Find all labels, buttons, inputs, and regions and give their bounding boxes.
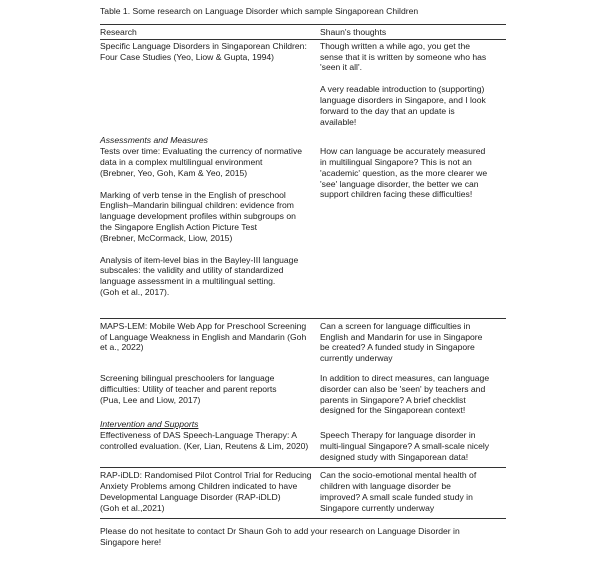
research-cell — [100, 146, 320, 298]
research-line: (Pua, Lee and Liow, 2017) — [100, 394, 201, 405]
thoughts-line: multi-lingual Singapore? A small-scale nicely — [320, 440, 490, 451]
research-line: Specific Language Disorders in Singaporean Children: — [100, 40, 307, 51]
research-line: (Brebner, Yeo, Goh, Kam & Yeo, 2015) — [100, 167, 248, 178]
thoughts-line: 'see' language disorder, the better we can — [320, 178, 479, 189]
footer-line: Please do not hesitate to contact Dr Shaun Goh to add your research on Language Disorder in — [100, 526, 460, 537]
thoughts-line: designed study with Singaporean data! — [320, 451, 469, 462]
research-line: Screening bilingual preschoolers for language — [100, 372, 275, 383]
thoughts-line: currently underway — [320, 353, 393, 364]
thoughts-line: 'academic' question, as the more clearer we — [320, 167, 488, 178]
research-line: language development profiles within subgroups on — [100, 211, 296, 222]
research-line: data in a complex multilingual environment — [100, 156, 263, 167]
thoughts-line: 'seen it all'. — [320, 62, 362, 73]
thoughts-line: children with language disorder be — [320, 481, 451, 492]
research-line: RAP-iDLD: Randomised Pilot Control Trial for Reducing — [100, 470, 312, 481]
thoughts-line: available! — [320, 116, 357, 127]
thoughts-line: parents in Singapore? A brief checklist — [320, 394, 466, 405]
thoughts-line: English and Mandarin for use in Singapore — [320, 331, 483, 342]
research-line: the Singapore English Action Picture Test — [100, 221, 258, 232]
research-line: et a., 2022) — [100, 342, 144, 353]
research-line: controlled evaluation. (Ker, Lian, Reutens & Lim, 2020) — [100, 440, 309, 451]
research-line: Four Case Studies (Yeo, Liow & Gupta, 1994) — [100, 51, 275, 62]
thoughts-line: How can language be accurately measured — [320, 146, 486, 157]
research-line: Developmental Language Disorder (RAP-iDLD) — [100, 491, 281, 502]
research-line: Analysis of item-level bias in the Bayley-III language — [100, 254, 299, 265]
thoughts-line: designed for the Singaporean context! — [320, 405, 466, 416]
table-row — [100, 430, 506, 462]
table-row — [100, 40, 506, 128]
research-cell — [100, 470, 320, 513]
research-line: of Language Weakness in English and Mandarin (Goh — [100, 331, 307, 342]
research-line: Marking of verb tense in the English of preschool — [100, 189, 286, 200]
thoughts-line: sense that it is written by someone who has — [320, 51, 487, 62]
section-heading-assessments: Assessments and Measures — [100, 135, 208, 146]
thoughts-line: Can a screen for language difficulties in — [320, 320, 471, 331]
thoughts-line: forward to the day that an update is — [320, 105, 455, 116]
section-heading-intervention: Intervention and Supports — [100, 419, 199, 430]
research-line: Tests over time: Evaluating the currency of normative — [100, 146, 303, 157]
table-row — [100, 373, 506, 416]
research-line: (Brebner, McCormack, Liow, 2015) — [100, 232, 233, 243]
research-line: language assessment in a multilingual setting. — [100, 276, 276, 287]
thoughts-line: In addition to direct measures, can language — [320, 372, 490, 383]
research-table — [100, 24, 506, 548]
thoughts-line: Though written a while ago, you get the — [320, 40, 471, 51]
research-cell — [100, 321, 320, 364]
table-footer-note — [100, 519, 506, 548]
research-line: (Goh et al.,2021) — [100, 502, 165, 513]
thoughts-line: in multilingual Singapore? This is not an — [320, 156, 472, 167]
thoughts-line: A very readable introduction to (supporting) — [320, 84, 485, 95]
thoughts-cell — [320, 41, 506, 128]
research-line: Effectiveness of DAS Speech-Language Therapy: A — [100, 429, 297, 440]
table-header-row — [100, 25, 506, 39]
research-cell — [100, 41, 320, 128]
thoughts-line: Can the socio-emotional mental health of — [320, 470, 477, 481]
thoughts-line: Singapore currently underway — [320, 502, 435, 513]
footer-line: Singapore here! — [100, 537, 162, 548]
thoughts-cell — [320, 321, 506, 364]
research-cell — [100, 430, 320, 462]
research-line: English–Mandarin bilingual children: evidence from — [100, 200, 294, 211]
table-row — [100, 468, 506, 513]
table-row — [100, 319, 506, 364]
thoughts-cell — [320, 146, 506, 298]
thoughts-cell — [320, 373, 506, 416]
thoughts-cell — [320, 470, 506, 513]
thoughts-line: be created? A funded study in Singapore — [320, 342, 475, 353]
table-caption: Table 1. Some research on Language Disorder which sample Singaporean Children — [100, 6, 419, 16]
thoughts-line: disorder can also be 'seen' by teachers and — [320, 383, 486, 394]
table-row — [100, 146, 506, 298]
research-cell — [100, 373, 320, 416]
thoughts-cell — [320, 430, 506, 462]
thoughts-line: improved? A small scale funded study in — [320, 491, 473, 502]
header-thoughts: Shaun's thoughts — [320, 27, 387, 37]
research-line: Anxiety Problems among Children indicated to have — [100, 481, 298, 492]
research-line: subscales: the validity and utility of standardized — [100, 265, 284, 276]
research-line: difficulties: Utility of teacher and parent reports — [100, 383, 277, 394]
thoughts-line: Speech Therapy for language disorder in — [320, 429, 476, 440]
header-research: Research — [100, 27, 137, 37]
thoughts-line: language disorders in Singapore, and I look — [320, 94, 486, 105]
thoughts-line: support children facing these difficulties! — [320, 189, 473, 200]
research-line: MAPS-LEM: Mobile Web App for Preschool Screening — [100, 320, 307, 331]
research-line: (Goh et al., 2017). — [100, 286, 170, 297]
